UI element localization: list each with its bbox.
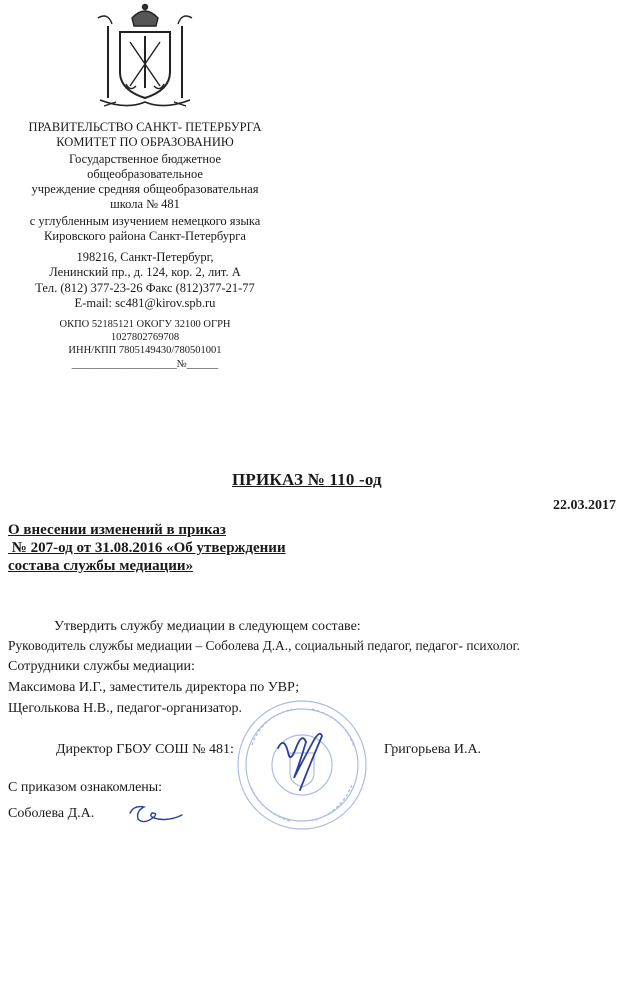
order-subject-line: состава службы медиации» bbox=[8, 558, 194, 574]
order-subject-line: № 207-од от 31.08.2016 «Об утверждении bbox=[8, 540, 286, 556]
director-name: Григорьева И.А. bbox=[384, 742, 482, 757]
order-title: ПРИКАЗ № 110 -од bbox=[232, 470, 382, 489]
body-intro: Утвердить службу медиации в следующем составе: bbox=[54, 619, 361, 634]
letterhead-committee: КОМИТЕТ ПО ОБРАЗОВАНИЮ bbox=[56, 135, 234, 149]
email-line: E-mail: sc481@kirov.spb.ru bbox=[74, 296, 216, 310]
document-number-line: ____________________№______ bbox=[71, 359, 219, 370]
director-signature-icon bbox=[270, 718, 330, 793]
saint-petersburg-coat-of-arms-icon bbox=[86, 2, 204, 114]
registry-line: ОКПО 52185121 ОКОГУ 32100 ОГРН bbox=[59, 319, 231, 330]
phone-fax-line: Тел. (812) 377-23-26 Факс (812)377-21-77 bbox=[35, 281, 255, 295]
body-staff-member: Щеголькова Н.В., педагог-организатор. bbox=[8, 701, 243, 716]
letterhead-school-number: школа № 481 bbox=[110, 197, 180, 211]
letterhead-org-type-3: учреждение средняя общеобразовательная bbox=[31, 182, 259, 196]
acknowledgement-label: С приказом ознакомлены: bbox=[8, 780, 163, 795]
order-date: 22.03.2017 bbox=[553, 498, 616, 513]
registry-line: 1027802769708 bbox=[110, 332, 180, 343]
director-position: Директор ГБОУ СОШ № 481: bbox=[56, 742, 234, 757]
order-subject-line: О внесении изменений в приказ bbox=[8, 522, 226, 538]
acknowledgement-signature-icon bbox=[124, 801, 186, 827]
address-line: Ленинский пр., д. 124, кор. 2, лит. А bbox=[49, 265, 241, 279]
letterhead-specialization: с углубленным изучением немецкого языка bbox=[29, 214, 261, 228]
acknowledgement-name: Соболева Д.А. bbox=[8, 806, 95, 821]
body-staff-label: Сотрудники службы медиации: bbox=[8, 659, 195, 674]
address-line: 198216, Санкт-Петербург, bbox=[76, 250, 214, 264]
letterhead-government: ПРАВИТЕЛЬСТВО САНКТ- ПЕТЕРБУРГА bbox=[28, 120, 262, 134]
body-staff-member: Максимова И.Г., заместитель директора по УВР; bbox=[8, 680, 300, 695]
letterhead-org-type-2: общеобразовательное bbox=[87, 167, 203, 181]
registry-line: ИНН/КПП 7805149430/780501001 bbox=[68, 345, 222, 356]
letterhead-org-type: Государственное бюджетное bbox=[68, 152, 222, 166]
body-head-of-service: Руководитель службы медиации – Соболева Д.А., социальный педагог, педагог- психолог. bbox=[8, 638, 521, 653]
letterhead-district: Кировского района Санкт-Петербурга bbox=[44, 229, 246, 243]
